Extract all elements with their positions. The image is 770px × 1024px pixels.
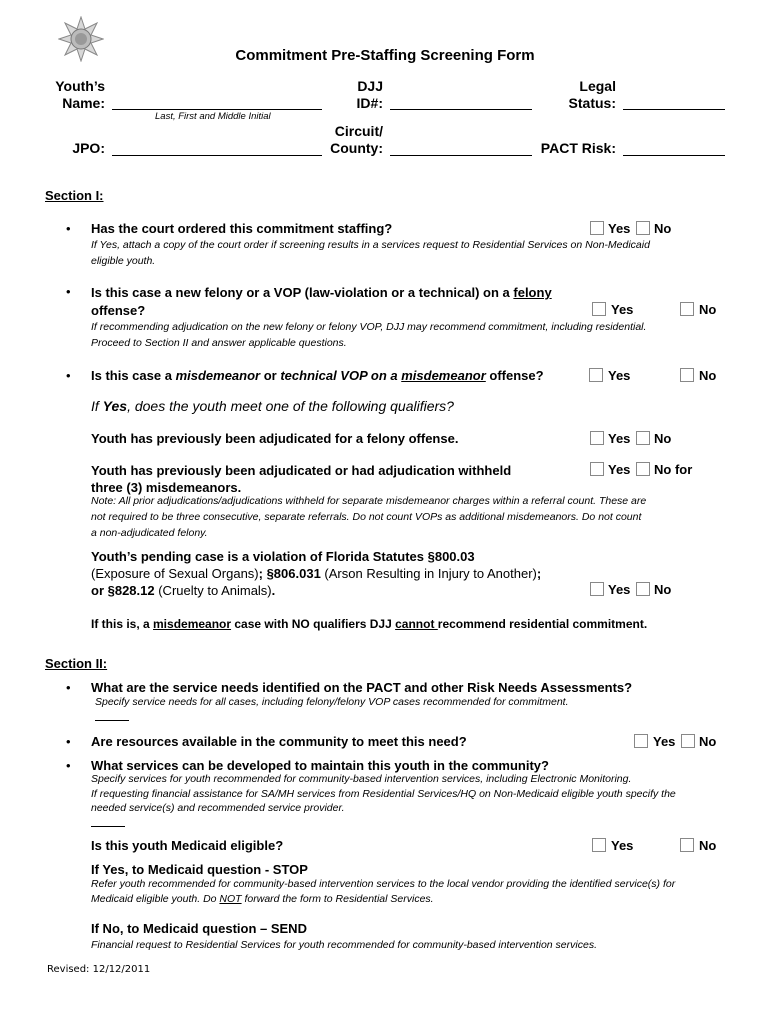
s2-q2-text: Are resources available in the community to meet this need? xyxy=(91,734,467,749)
s1-q1-yes-checkbox[interactable] xyxy=(590,221,604,235)
s1-qualifier-intro-a: If xyxy=(91,398,103,414)
bullet: • xyxy=(66,221,71,236)
youth-name-label-line2: Name: xyxy=(62,95,105,111)
s1-q1-note xyxy=(91,237,650,269)
jpo-field[interactable] xyxy=(112,155,322,156)
djj-id-label-line1: DJJ xyxy=(357,78,383,94)
bullet: • xyxy=(66,284,71,299)
s1-conclusion xyxy=(91,617,647,631)
s1-q2-text xyxy=(91,284,552,320)
s1-conclusion-d: cannot xyxy=(395,617,438,631)
qual2-no-label: No for xyxy=(654,462,693,477)
qual3-l2c: (Arson Resulting in Injury to Another) xyxy=(320,566,537,581)
qual2-note-line2: not required to be three consecutive, separate referrals. Do not count VOPs as additional misdemeanors. Do not count xyxy=(91,511,642,523)
s1-q3-p3: or xyxy=(260,368,281,383)
qual2-text xyxy=(91,462,511,496)
qual2-text-line2: three (3) misdemeanors. xyxy=(91,480,242,495)
s1-q2-no-label: No xyxy=(699,302,717,317)
circuit-county-label-line1: Circuit/ xyxy=(334,123,383,139)
bullet: • xyxy=(66,368,71,383)
s1-q3-p6: offense? xyxy=(485,368,544,383)
s1-q2-text-felony: felony xyxy=(513,285,552,300)
bullet: • xyxy=(66,758,71,773)
s1-q2-text-a: Is this case a new felony or a VOP (law-violation or a technical) on a xyxy=(91,285,514,300)
djj-id-field[interactable] xyxy=(390,109,532,110)
s1-qualifier-intro-yes: Yes xyxy=(102,398,128,414)
legal-status-field[interactable] xyxy=(623,109,725,110)
if-yes-note-not: NOT xyxy=(219,892,242,905)
qual2-yes-label: Yes xyxy=(608,462,631,477)
s2-q4-no-label: No xyxy=(699,838,717,853)
pact-risk-field[interactable] xyxy=(623,155,725,156)
s2-q1-text: What are the service needs identified on the PACT and other Risk Needs Assessments? xyxy=(91,680,633,695)
if-no-note: Financial request to Residential Services for youth recommended for community-based intervention services. xyxy=(91,939,597,951)
s1-q1-note-line1: If Yes, attach a copy of the court order if screening results in a services request to Residential Services on Non-Medicaid xyxy=(91,239,650,251)
qual3-yes-label: Yes xyxy=(608,582,631,597)
s2-q2-no-label: No xyxy=(699,734,717,749)
circuit-county-field[interactable] xyxy=(390,155,532,156)
s2-q3-answer-field[interactable] xyxy=(91,826,125,827)
s2-q4-no-checkbox[interactable] xyxy=(680,838,694,852)
legal-status-label-line1: Legal xyxy=(579,78,616,94)
section-2-heading: Section II: xyxy=(45,656,108,671)
qual3-l2d: ; xyxy=(536,566,542,581)
youth-name-hint: Last, First and Middle Initial xyxy=(155,111,271,122)
s1-q3-yes-checkbox[interactable] xyxy=(589,368,603,382)
if-yes-note-2c: forward the form to Residential Services. xyxy=(241,892,434,905)
s1-q3-text xyxy=(91,368,544,383)
s1-q3-yes-label: Yes xyxy=(608,368,631,383)
s1-conclusion-b: misdemeanor xyxy=(153,617,232,631)
s1-q2-note-line2: Proceed to Section II and answer applicable questions. xyxy=(91,337,347,349)
s1-q3-no-checkbox[interactable] xyxy=(680,368,694,382)
qual2-note xyxy=(91,493,646,541)
s1-q3-p5: misdemeanor xyxy=(401,368,486,383)
s1-q2-note-line1: If recommending adjudication on the new felony or felony VOP, DJJ may recommend commitment, including residential. xyxy=(91,321,647,333)
qual3-text xyxy=(91,548,541,599)
djj-id-label xyxy=(330,78,383,112)
bullet: • xyxy=(66,734,71,749)
s1-q2-no-checkbox[interactable] xyxy=(680,302,694,316)
section-1-heading: Section I: xyxy=(45,188,104,203)
s1-q1-text: Has the court ordered this commitment staffing? xyxy=(91,221,393,236)
qual1-yes-checkbox[interactable] xyxy=(590,431,604,445)
if-yes-note-2a: Medicaid eligible youth. Do xyxy=(91,892,220,905)
s1-q1-note-line2: eligible youth. xyxy=(91,255,156,267)
jpo-label: JPO: xyxy=(72,140,105,156)
circuit-county-label xyxy=(318,123,383,157)
if-yes-note-line1: Refer youth recommended for community-based intervention services to the local vendor providing the identified service(s) for xyxy=(91,878,676,890)
s1-qualifier-intro-b: , does the youth meet one of the following qualifiers? xyxy=(127,398,454,414)
legal-status-label xyxy=(555,78,616,112)
qual2-note-line3: a non-adjudicated felony. xyxy=(91,527,208,539)
if-no-heading: If No, to Medicaid question – SEND xyxy=(91,921,307,936)
s2-q4-yes-label: Yes xyxy=(611,838,634,853)
s1-q2-yes-label: Yes xyxy=(611,302,634,317)
s1-q3-p1: Is this case a xyxy=(91,368,176,383)
s1-conclusion-c: case with NO qualifiers DJJ xyxy=(231,617,396,631)
s1-conclusion-e: recommend residential commitment. xyxy=(437,617,648,631)
s2-q1-note: Specify service needs for all cases, including felony/felony VOP cases recommended for commitment. xyxy=(95,696,569,708)
s1-q3-p2: misdemeanor xyxy=(175,368,261,383)
s1-conclusion-a: If this is, a xyxy=(91,617,154,631)
qual3-l2b: ; §806.031 xyxy=(258,566,321,581)
s2-q3-note-line2: If requesting financial assistance for SA/MH services from Residential Services/HQ on Non-Medicaid eligible youth specify the xyxy=(91,787,676,800)
s1-q1-no-label: No xyxy=(654,221,672,236)
djj-id-label-line2: ID#: xyxy=(356,95,383,111)
s2-q2-no-checkbox[interactable] xyxy=(681,734,695,748)
qual3-l2a: (Exposure of Sexual Organs) xyxy=(91,566,259,581)
qual2-note-line1: Note: All prior adjudications/adjudications withheld for separate misdemeanor charges within a referral count. These are xyxy=(91,495,647,507)
s2-q4-text: Is this youth Medicaid eligible? xyxy=(91,838,284,853)
s1-q2-yes-checkbox[interactable] xyxy=(592,302,606,316)
legal-status-label-line2: Status: xyxy=(568,95,616,111)
qual3-l3a: or §828.12 xyxy=(91,583,155,598)
s1-q3-p4: technical VOP on a xyxy=(280,368,402,383)
s2-q2-yes-checkbox[interactable] xyxy=(634,734,648,748)
qual3-l3c: . xyxy=(271,583,276,598)
s2-q3-note-line1: Specify services for youth recommended for community-based intervention services, including Electronic Monitoring. xyxy=(91,773,632,785)
revised-date: Revised: 12/12/2011 xyxy=(47,964,151,975)
qual3-no-label: No xyxy=(654,582,672,597)
form-title: Commitment Pre-Staffing Screening Form xyxy=(235,47,535,64)
qual3-yes-checkbox[interactable] xyxy=(590,582,604,596)
qual2-no-checkbox[interactable] xyxy=(636,462,650,476)
s2-q1-answer-field[interactable] xyxy=(95,720,129,721)
s2-q3-note-line3: needed service(s) and recommended service provider. xyxy=(91,802,345,814)
s2-q3-note xyxy=(91,772,676,816)
if-yes-heading: If Yes, to Medicaid question - STOP xyxy=(91,862,308,877)
circuit-county-label-line2: County: xyxy=(330,140,383,156)
qual2-yes-checkbox[interactable] xyxy=(590,462,604,476)
s2-q4-yes-checkbox[interactable] xyxy=(592,838,606,852)
qual3-l3b: (Cruelty to Animals) xyxy=(154,583,272,598)
qual1-yes-label: Yes xyxy=(608,431,631,446)
youth-name-label xyxy=(40,78,105,112)
s1-q1-yes-label: Yes xyxy=(608,221,631,236)
qual1-text: Youth has previously been adjudicated for a felony offense. xyxy=(91,431,459,446)
s1-q3-no-label: No xyxy=(699,368,717,383)
qual3-no-checkbox[interactable] xyxy=(636,582,650,596)
youth-name-label-line1: Youth’s xyxy=(55,78,105,94)
s1-q2-note xyxy=(91,319,646,351)
qual2-text-line1: Youth has previously been adjudicated or had adjudication withheld xyxy=(91,463,512,478)
youth-name-field[interactable] xyxy=(112,109,322,110)
s2-q3-text: What services can be developed to maintain this youth in the community? xyxy=(91,758,549,773)
s2-q2-yes-label: Yes xyxy=(653,734,676,749)
s1-q2-text-b: offense? xyxy=(91,303,146,318)
s1-q1-no-checkbox[interactable] xyxy=(636,221,650,235)
qual1-no-checkbox[interactable] xyxy=(636,431,650,445)
bullet: • xyxy=(66,680,71,695)
if-yes-note xyxy=(91,877,675,906)
qual1-no-label: No xyxy=(654,431,672,446)
qual3-line1: Youth’s pending case is a violation of Florida Statutes §800.03 xyxy=(91,549,475,564)
pact-risk-label: PACT Risk: xyxy=(540,140,616,156)
s1-qualifier-intro xyxy=(91,398,454,414)
